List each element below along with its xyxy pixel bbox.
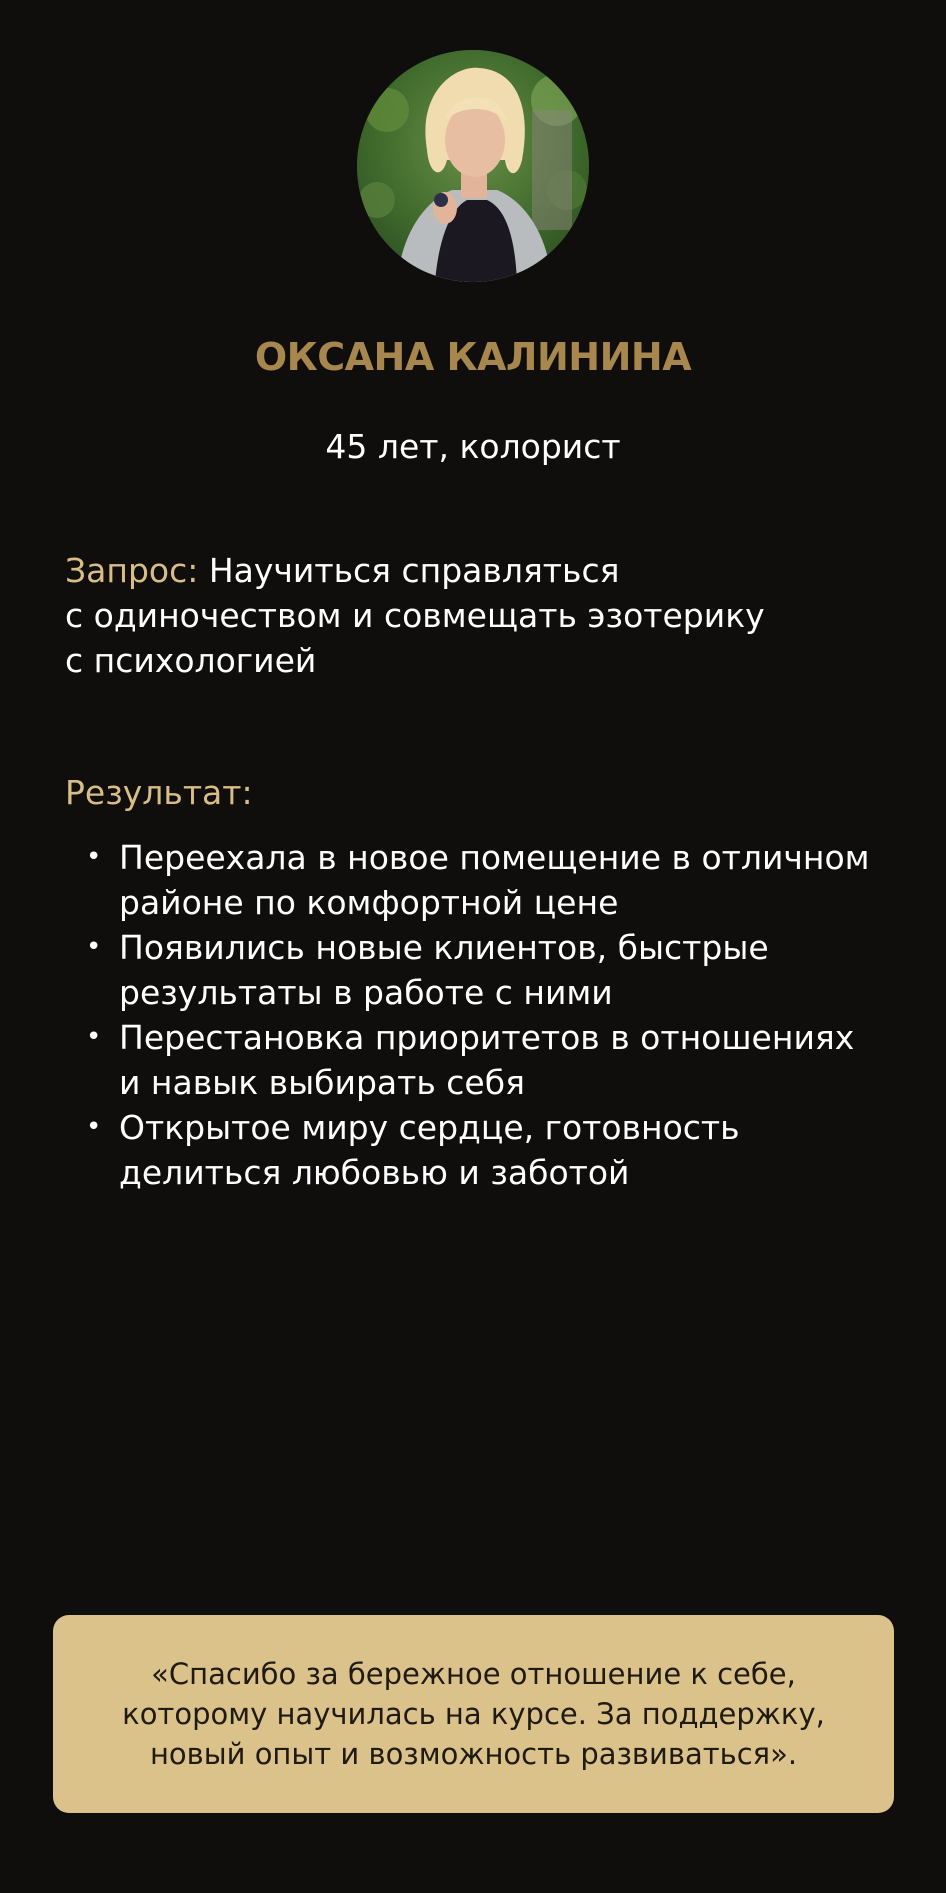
bullet: • [86,842,102,872]
request-label: Запрос: [65,551,199,590]
result-item-4-line-2: делиться любовью и заботой [119,1153,630,1192]
result-item-1-line-2: районе по комфортной цене [119,883,619,922]
result-item-2-line-1: Появились новые клиентов, быстрые [119,928,769,967]
result-item-2-line-2: результаты в работе с ними [119,973,613,1012]
request-text-1: Научиться справляться [198,551,620,590]
result-item-3-line-2: и навык выбирать себя [119,1063,525,1102]
bullet: • [86,1022,102,1052]
bullet: • [86,1112,102,1142]
avatar-photo [357,50,589,282]
person-meta: 45 лет, колорист [325,427,621,466]
bullet: • [86,932,102,962]
list-item [65,925,905,1015]
result-label: Результат: [65,773,253,812]
request-block [65,548,885,683]
result-item-3-line-1: Перестановка приоритетов в отношениях [119,1018,855,1057]
request-text-2: с одиночеством и совмещать эзотерику [65,596,765,635]
testimonial-quote-box [53,1615,894,1813]
list-item [65,1105,905,1195]
list-item [65,1015,905,1105]
quote-line-1: «Спасибо за бережное отношение к себе, [151,1657,796,1691]
testimonial-quote [122,1654,825,1774]
quote-line-3: новый опыт и возможность развиваться». [149,1737,798,1771]
avatar [357,50,589,282]
request-text-3: с психологией [65,641,317,680]
request-line-1 [65,548,885,593]
result-item-1-line-1: Переехала в новое помещение в отличном [119,838,870,877]
person-name: ОКСАНА КАЛИНИНА [254,335,692,379]
result-item-4-line-1: Открытое миру сердце, готовность [119,1108,740,1147]
quote-line-2: которому научилась на курсе. За поддержку, [122,1697,825,1731]
result-list [65,835,905,1195]
list-item [65,835,905,925]
